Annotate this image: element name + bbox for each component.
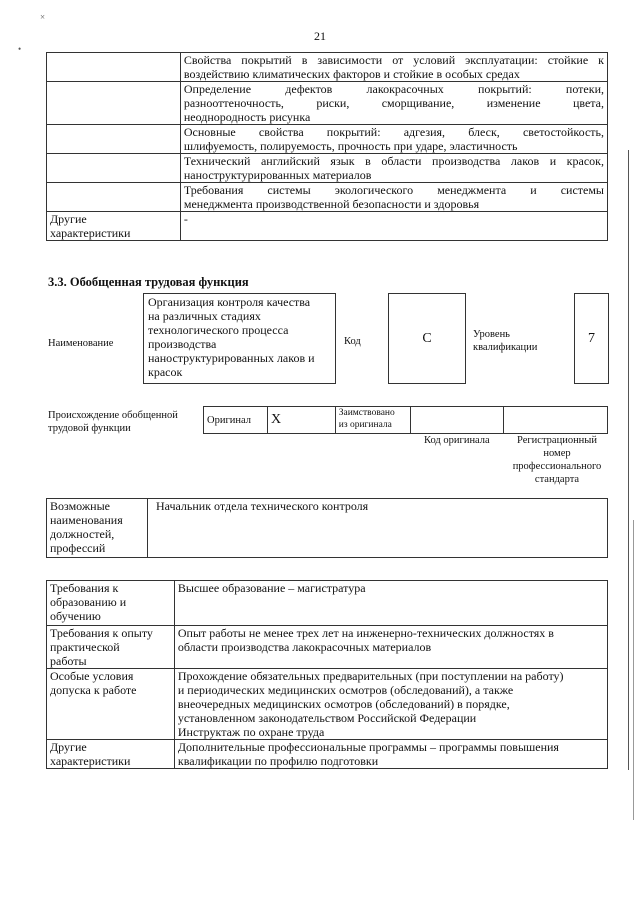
- positions-value: Начальник отдела технического контроля: [147, 499, 607, 558]
- reg-line: стандарта: [534, 474, 580, 485]
- row-line: неоднородность рисунка: [183, 110, 311, 124]
- value-line: установленном законодательством Российской Федерации: [177, 711, 477, 725]
- row-line: Свойства покрытий в зависимости от условий эксплуатации: стойкие к: [183, 53, 604, 67]
- table-row: [47, 183, 608, 212]
- requirement-label: [47, 626, 175, 669]
- requirement-label: [47, 740, 175, 769]
- row-label: [47, 53, 181, 82]
- reg-line: Регистрационный: [517, 435, 597, 446]
- knowledge-table: [46, 52, 608, 241]
- table-row: [47, 740, 608, 769]
- row-line: шлифуемость, полируемость, прочность при ударе, эластичность: [183, 139, 518, 153]
- row-label: [47, 183, 181, 212]
- row-line: менеджмента производственной безопасности и здоровья: [183, 197, 480, 211]
- label-line: Особые условия: [50, 669, 134, 683]
- row-value: [180, 82, 607, 125]
- value-line: Опыт работы не менее трех лет на инженерно-технических должностях в: [177, 626, 554, 640]
- value-line: квалификации по профилю подготовки: [177, 754, 379, 768]
- row-line: наноструктурированных материалов: [183, 168, 372, 182]
- value-line: внеочередных медицинских осмотров (обследований) в порядке,: [177, 697, 510, 711]
- name-line: на различных стадиях: [148, 309, 261, 323]
- level-value: 7: [588, 331, 595, 346]
- value-line: Инструктаж по охране труда: [177, 725, 325, 739]
- row-line: Основные свойства покрытий: адгезия, блеск, светостойкость,: [183, 125, 604, 139]
- level-label-line: квалификации: [473, 342, 538, 353]
- row-line: Технический английский язык в области производства лаков и красок,: [183, 154, 604, 168]
- page-number: 21: [314, 29, 326, 43]
- name-line: производства: [148, 337, 217, 351]
- borrowed-line: Заимствовано: [338, 408, 395, 418]
- row-label: [47, 82, 181, 125]
- label-line: допуска к работе: [50, 683, 137, 697]
- table-row: [47, 125, 608, 154]
- original-mark: X: [267, 407, 335, 434]
- table-row: [47, 669, 608, 740]
- value-line: области производства лакокрасочных материалов: [177, 640, 432, 654]
- reg-number-caption: [507, 434, 607, 486]
- level-label-line: Уровень: [473, 329, 510, 340]
- table-row: [47, 581, 608, 626]
- row-line: Определение дефектов лакокрасочных покрытий: потеки,: [183, 82, 604, 96]
- level-box: [574, 293, 609, 384]
- requirement-value: [174, 669, 607, 740]
- label-line: Требования к: [50, 581, 119, 595]
- borrowed-cell: [335, 407, 410, 434]
- label-line: Возможные: [50, 499, 110, 513]
- corner-mark: ×: [40, 12, 46, 22]
- name-line: красок: [148, 365, 183, 379]
- code-original-cell: [410, 407, 504, 434]
- name-line: Организация контроля качества: [148, 295, 311, 309]
- row-label: [47, 154, 181, 183]
- origin-label: [48, 409, 178, 435]
- name-label: Наименование: [48, 338, 114, 349]
- row-value: [180, 183, 607, 212]
- original-cell: Оригинал: [204, 407, 268, 434]
- section-title: 3.3. Обобщенная трудовая функция: [48, 275, 249, 289]
- value-line: Дополнительные профессиональные программы – программы повышения: [177, 740, 559, 754]
- origin-label-line: Происхождение обобщенной: [48, 410, 178, 421]
- requirement-label: [47, 581, 175, 626]
- label-line: наименования: [50, 513, 123, 527]
- row-value: [180, 53, 607, 82]
- code-box: [388, 293, 466, 384]
- label-line: профессий: [50, 541, 106, 555]
- code-value: C: [422, 331, 432, 346]
- requirement-value: [174, 626, 607, 669]
- requirement-value: [174, 740, 607, 769]
- name-line: наноструктурированных лаков и: [148, 351, 315, 365]
- row-line: -: [183, 212, 188, 226]
- label-line: Другие: [50, 740, 87, 754]
- level-label: [473, 328, 537, 354]
- requirement-value: [174, 581, 607, 626]
- reg-number-cell: [504, 407, 608, 434]
- function-name-box: [143, 293, 336, 384]
- requirements-table: [46, 580, 608, 769]
- row-label: [47, 125, 181, 154]
- name-line: технологического процесса: [148, 323, 289, 337]
- positions-table: [46, 498, 608, 558]
- value-line: Прохождение обязательных предварительных (при поступлении на работу): [177, 669, 564, 683]
- label-line: образованию и: [50, 595, 127, 609]
- table-row: [47, 212, 608, 241]
- label-line: характеристики: [50, 754, 131, 768]
- label-line: Другие: [50, 212, 87, 226]
- table-row: [47, 53, 608, 82]
- table-row: [47, 154, 608, 183]
- value-line: Высшее образование – магистратура: [177, 581, 366, 595]
- origin-table: [203, 406, 608, 434]
- reg-line: номер: [543, 448, 571, 459]
- label-line: обучению: [50, 609, 101, 623]
- table-row: [47, 82, 608, 125]
- label-line: работы: [50, 654, 87, 668]
- code-original-caption: Код оригинала: [424, 435, 490, 446]
- borrowed-line: из оригинала: [338, 420, 392, 430]
- label-line: должностей,: [50, 527, 115, 541]
- row-line: Требования системы экологического менеджмента и системы: [183, 183, 604, 197]
- requirement-label: [47, 669, 175, 740]
- origin-label-line: трудовой функции: [48, 423, 131, 434]
- label-line: Требования к опыту: [50, 626, 153, 640]
- row-line: разнооттеночность, риски, сморщивание, изменение цвета,: [183, 96, 604, 110]
- label-line: характеристики: [50, 226, 131, 240]
- table-row: [47, 499, 608, 558]
- table-row: [47, 626, 608, 669]
- row-line: воздействию климатических факторов и стойкие в особых средах: [183, 67, 520, 81]
- positions-label: [47, 499, 148, 558]
- row-label: [47, 212, 181, 241]
- scan-edge-line-2: [633, 520, 634, 820]
- value-line: и периодических медицинских осмотров (обследований), а также: [177, 683, 514, 697]
- label-line: практической: [50, 640, 120, 654]
- row-value: [180, 154, 607, 183]
- code-label: Код: [344, 336, 361, 347]
- row-value: [180, 212, 607, 241]
- scan-dot: •: [18, 44, 22, 54]
- row-value: [180, 125, 607, 154]
- scan-edge-line: [628, 150, 629, 770]
- reg-line: профессионального: [512, 461, 602, 472]
